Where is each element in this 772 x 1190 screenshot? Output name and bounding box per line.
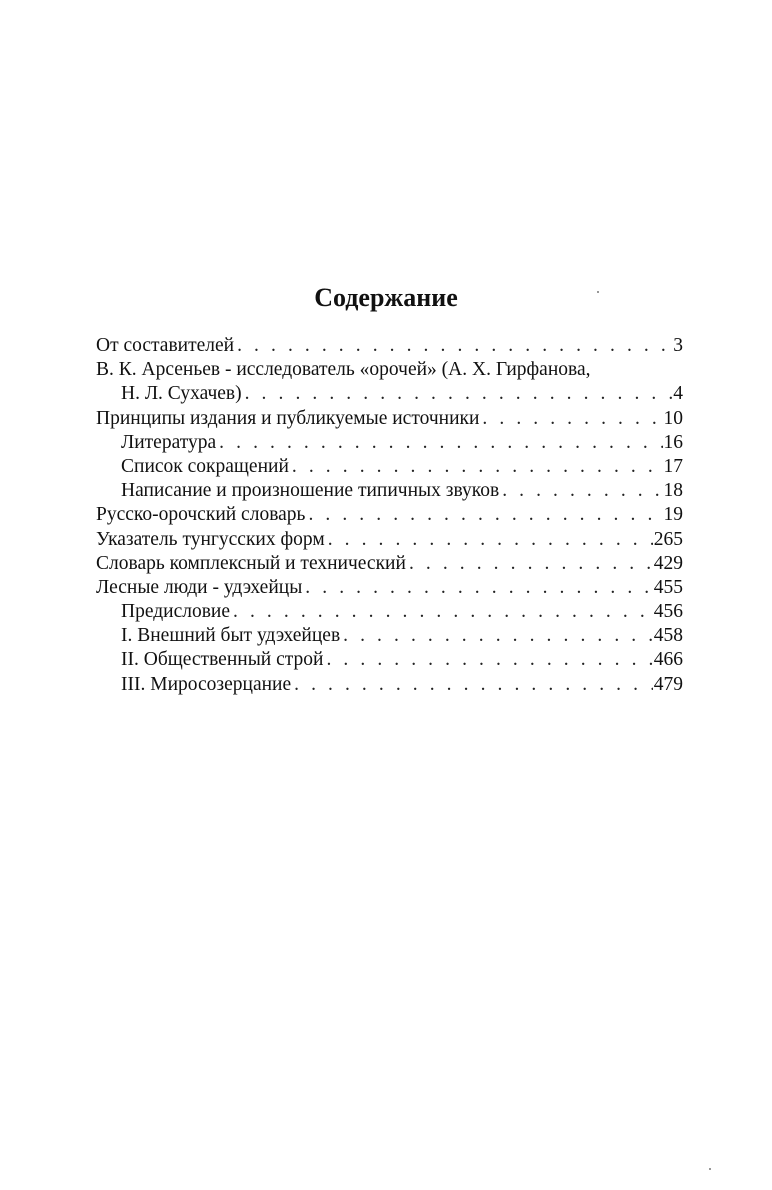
toc-entry-page: 3 bbox=[673, 335, 683, 356]
toc-subentry[interactable] bbox=[96, 455, 683, 479]
toc-leader-dots bbox=[305, 576, 652, 600]
toc-entry[interactable] bbox=[96, 407, 683, 431]
toc-entry-title: III. Миросозерцание bbox=[121, 673, 292, 695]
toc-entry-title: Литература bbox=[121, 431, 217, 453]
toc-leader-dots bbox=[245, 382, 673, 406]
toc-entry-page: 17 bbox=[663, 455, 683, 477]
toc-entry[interactable] bbox=[96, 528, 683, 552]
toc-leader-dots bbox=[343, 624, 653, 648]
scan-speck bbox=[709, 1168, 711, 1170]
toc-entry-title: Указатель тунгусских форм bbox=[96, 528, 325, 550]
toc-leader-dots bbox=[294, 673, 653, 697]
toc-leader-dots bbox=[409, 552, 653, 576]
toc-leader-dots bbox=[326, 648, 652, 672]
toc-entry-page: 4 bbox=[673, 383, 683, 405]
toc-entry-title: Н. Л. Сухачев) bbox=[121, 383, 242, 405]
toc-subentry[interactable] bbox=[96, 648, 683, 672]
toc-subentry[interactable] bbox=[96, 431, 683, 455]
toc-entry[interactable] bbox=[96, 552, 683, 576]
toc-entry-page: 16 bbox=[663, 431, 683, 453]
toc-entry-title: I. Внешний быт удэхейцев bbox=[121, 625, 341, 647]
toc-entry-page: 18 bbox=[663, 480, 683, 502]
toc-entry-title: В. К. Арсеньев - исследователь «орочей» (А. Х. Гирфанова, bbox=[96, 359, 591, 381]
toc-entry-page: 455 bbox=[653, 576, 683, 598]
toc-entry-page: 458 bbox=[653, 625, 683, 647]
toc-leader-dots bbox=[219, 431, 662, 455]
toc-entry-page: 456 bbox=[653, 601, 683, 623]
toc-entry-page: 19 bbox=[663, 504, 683, 526]
toc-leader-dots bbox=[292, 455, 663, 479]
toc-leader-dots bbox=[237, 334, 672, 358]
toc-entry-title: Словарь комплексный и технический bbox=[96, 552, 406, 574]
toc-entry-title: Русско-орочский словарь bbox=[96, 504, 306, 526]
toc-subentry[interactable] bbox=[96, 673, 683, 697]
toc-entry-page: 466 bbox=[653, 649, 683, 671]
toc-entry-title: Лесные люди - удэхейцы bbox=[96, 576, 303, 598]
toc-entry[interactable] bbox=[96, 334, 683, 358]
toc-leader-dots bbox=[502, 479, 662, 503]
scan-speck bbox=[597, 291, 599, 293]
toc-entry[interactable] bbox=[96, 503, 683, 527]
toc-entry-title: От составителей bbox=[96, 335, 235, 356]
toc-entry-page: 265 bbox=[653, 528, 683, 550]
table-of-contents bbox=[96, 334, 683, 697]
toc-entry-title: Принципы издания и публикуемые источники bbox=[96, 407, 480, 429]
toc-leader-dots bbox=[308, 503, 662, 527]
toc-subentry[interactable] bbox=[96, 479, 683, 503]
toc-entry-title: Предисловие bbox=[121, 601, 231, 623]
toc-leader-dots bbox=[328, 528, 653, 552]
toc-entry-title: II. Общественный строй bbox=[121, 649, 324, 671]
toc-entry-title: Написание и произношение типичных звуков bbox=[121, 480, 500, 502]
toc-entry-page: 479 bbox=[653, 673, 683, 695]
page-title: Содержание bbox=[314, 283, 458, 312]
toc-entry[interactable] bbox=[96, 576, 683, 600]
toc-leader-dots bbox=[482, 407, 662, 431]
toc-subentry[interactable] bbox=[96, 600, 683, 624]
toc-entry-continuation[interactable] bbox=[96, 382, 683, 406]
toc-entry[interactable] bbox=[96, 358, 683, 382]
toc-entry-title: Список сокращений bbox=[121, 455, 289, 477]
toc-subentry[interactable] bbox=[96, 624, 683, 648]
toc-leader-dots bbox=[233, 600, 653, 624]
toc-entry-page: 10 bbox=[663, 407, 683, 429]
toc-entry-page: 429 bbox=[653, 552, 683, 574]
